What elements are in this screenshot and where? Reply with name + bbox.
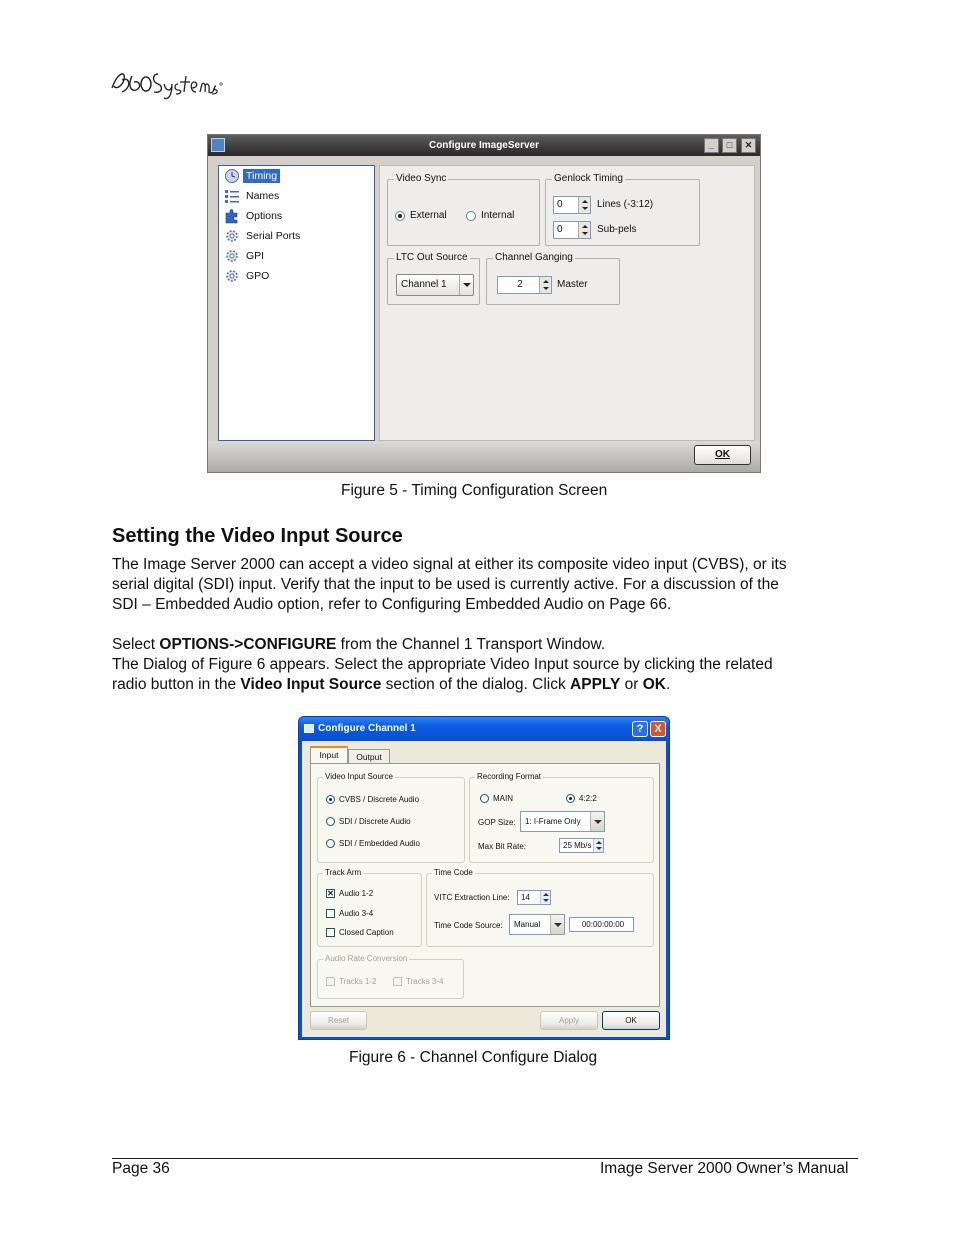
gop-size-dropdown[interactable]: 1: I-Frame Only bbox=[520, 811, 605, 832]
channel-ganging-group bbox=[486, 252, 620, 305]
group-title: LTC Out Source bbox=[396, 252, 468, 263]
internal-radio[interactable] bbox=[466, 211, 476, 221]
group-title: Video Sync bbox=[396, 173, 447, 184]
sdi-embedded-radio[interactable] bbox=[326, 839, 335, 848]
ganging-spinner[interactable]: 2 bbox=[497, 276, 552, 294]
external-radio[interactable] bbox=[395, 211, 405, 221]
closed-caption-checkbox[interactable] bbox=[326, 928, 335, 937]
dialog-body bbox=[302, 741, 666, 1037]
vitc-line-spinner[interactable]: 14 bbox=[517, 890, 551, 905]
dialog-instruction: The Dialog of Figure 6 appears. Select the appropriate Video Input source by clicking the related bbox=[112, 656, 773, 673]
spinner-arrows-icon[interactable] bbox=[578, 197, 590, 213]
window-title-bar[interactable] bbox=[208, 135, 760, 156]
manual-title: Image Server 2000 Owner’s Manual bbox=[600, 1160, 849, 1177]
tree-item-timing[interactable]: Timing bbox=[222, 167, 372, 185]
tracks-3-4-checkbox[interactable] bbox=[393, 977, 402, 986]
window-icon bbox=[304, 724, 314, 733]
reset-button[interactable]: Reset bbox=[310, 1011, 367, 1030]
tree-item-gpi[interactable]: GPI bbox=[222, 247, 372, 265]
tree-item-names[interactable]: Names bbox=[222, 187, 372, 205]
close-icon[interactable]: ✕ bbox=[741, 138, 756, 153]
audio-3-4-label: Audio 3-4 bbox=[339, 909, 374, 918]
track-arm-group bbox=[317, 868, 422, 947]
main-label: MAIN bbox=[493, 794, 513, 803]
cvbs-discrete-label: CVBS / Discrete Audio bbox=[339, 795, 420, 804]
tracks-3-4-label: Tracks 3-4 bbox=[406, 977, 444, 986]
time-code-source-label: Time Code Source: bbox=[434, 921, 503, 930]
ok-button[interactable]: OK bbox=[602, 1011, 660, 1030]
lines-label: Lines (-3:12) bbox=[597, 199, 654, 210]
tree-item-gpo[interactable]: GPO bbox=[222, 267, 372, 285]
gear-icon bbox=[224, 228, 240, 244]
max-bit-rate-spinner[interactable]: 25 Mb/s bbox=[559, 838, 604, 853]
puzzle-icon bbox=[224, 208, 240, 224]
paragraph-line: SDI – Embedded Audio option, refer to Configuring Embedded Audio on Page 66. bbox=[112, 596, 672, 613]
sdi-embedded-label: SDI / Embedded Audio bbox=[339, 839, 420, 848]
help-icon[interactable]: ? bbox=[632, 721, 648, 737]
figure6-caption: Figure 6 - Channel Configure Dialog bbox=[349, 1049, 598, 1066]
group-title: Video Input Source bbox=[325, 772, 393, 781]
apply-button[interactable]: Apply bbox=[540, 1011, 598, 1030]
configure-channel-window bbox=[298, 716, 670, 1040]
radio-instruction: radio button in the Video Input Source section of the dialog. Click APPLY or OK. bbox=[112, 676, 671, 693]
time-code-source-dropdown[interactable]: Manual bbox=[509, 914, 565, 935]
close-icon[interactable]: X bbox=[650, 721, 666, 737]
window-title: Configure ImageServer bbox=[428, 140, 540, 151]
footer-divider bbox=[112, 1158, 858, 1159]
clock-icon bbox=[224, 168, 240, 184]
paragraph-line: serial digital (SDI) input. Verify that the input to be used is currently active. For a discussion of the bbox=[112, 576, 779, 593]
tracks-1-2-label: Tracks 1-2 bbox=[339, 977, 377, 986]
gear-icon bbox=[224, 268, 240, 284]
input-tab-panel bbox=[310, 763, 660, 1007]
chevron-down-icon[interactable] bbox=[590, 812, 604, 831]
ok-button[interactable]: OK bbox=[694, 445, 751, 465]
main-radio[interactable] bbox=[480, 794, 489, 803]
audio-3-4-checkbox[interactable] bbox=[326, 909, 335, 918]
sdi-discrete-label: SDI / Discrete Audio bbox=[339, 817, 411, 826]
group-title: Track Arm bbox=[325, 868, 362, 877]
tab-input[interactable]: Input bbox=[310, 746, 348, 764]
gear-icon bbox=[224, 248, 240, 264]
group-title: Audio Rate Conversion bbox=[325, 954, 408, 963]
page-number: Page 36 bbox=[112, 1160, 170, 1177]
subpels-spinner[interactable]: 0 bbox=[553, 221, 591, 239]
category-tree bbox=[218, 165, 375, 441]
company-logo bbox=[108, 62, 228, 102]
section-heading: Setting the Video Input Source bbox=[112, 525, 403, 547]
video-input-source-group bbox=[317, 772, 465, 863]
genlock-timing-group bbox=[545, 173, 700, 246]
spinner-arrows-icon[interactable] bbox=[539, 277, 551, 293]
paragraph-line: The Image Server 2000 can accept a video signal at either its composite video input (CVBS), or its bbox=[112, 556, 787, 573]
figure5-caption: Figure 5 - Timing Configuration Screen bbox=[341, 482, 608, 499]
max-bit-rate-label: Max Bit Rate: bbox=[478, 842, 527, 851]
ltc-source-dropdown[interactable]: Channel 1 bbox=[396, 274, 474, 296]
spinner-arrows-icon[interactable] bbox=[593, 839, 603, 852]
group-title: Genlock Timing bbox=[554, 173, 623, 184]
chevron-down-icon[interactable] bbox=[550, 915, 564, 934]
logo-graphic bbox=[108, 62, 228, 102]
format-422-label: 4:2:2 bbox=[579, 794, 597, 803]
gop-size-label: GOP Size: bbox=[478, 818, 516, 827]
external-label: External bbox=[410, 210, 447, 221]
tree-item-options[interactable]: Options bbox=[222, 207, 372, 225]
group-title: Time Code bbox=[434, 868, 473, 877]
audio-1-2-checkbox[interactable]: ✕ bbox=[327, 889, 334, 898]
time-code-group bbox=[426, 868, 654, 947]
timing-panel bbox=[379, 165, 755, 441]
tracks-1-2-checkbox[interactable] bbox=[326, 977, 335, 986]
configure-imageserver-window bbox=[207, 134, 761, 473]
video-sync-group bbox=[387, 173, 540, 246]
lines-spinner[interactable]: 0 bbox=[553, 196, 591, 214]
master-label: Master bbox=[557, 279, 588, 290]
spinner-arrows-icon[interactable] bbox=[540, 891, 550, 904]
closed-caption-label: Closed Caption bbox=[339, 928, 394, 937]
minimize-icon[interactable]: _ bbox=[704, 138, 719, 153]
tree-item-serial-ports[interactable]: Serial Ports bbox=[222, 227, 372, 245]
tab-output[interactable]: Output bbox=[348, 749, 390, 765]
window-title: Configure Channel 1 bbox=[318, 723, 416, 734]
vitc-line-label: VITC Extraction Line: bbox=[434, 893, 510, 902]
internal-label: Internal bbox=[481, 210, 515, 221]
sdi-discrete-radio[interactable] bbox=[326, 817, 335, 826]
maximize-icon[interactable]: □ bbox=[722, 138, 737, 153]
list-icon bbox=[224, 188, 240, 204]
ltc-out-source-group bbox=[387, 252, 480, 305]
spinner-arrows-icon[interactable] bbox=[578, 222, 590, 238]
time-code-value-field[interactable]: 00:00:00:00 bbox=[569, 917, 634, 932]
audio-rate-conversion-group bbox=[317, 954, 464, 999]
group-title: Channel Ganging bbox=[495, 252, 573, 263]
group-title: Recording Format bbox=[477, 772, 542, 781]
window-footer bbox=[208, 441, 760, 473]
window-title-bar[interactable] bbox=[299, 717, 669, 741]
cvbs-discrete-radio[interactable] bbox=[326, 795, 335, 804]
app-icon bbox=[211, 138, 225, 152]
audio-1-2-label: Audio 1-2 bbox=[339, 889, 374, 898]
recording-format-group bbox=[469, 772, 654, 863]
subpels-label: Sub-pels bbox=[597, 224, 637, 235]
select-instruction: Select OPTIONS->CONFIGURE from the Channel 1 Transport Window. bbox=[112, 636, 606, 653]
format-422-radio[interactable] bbox=[566, 794, 575, 803]
chevron-down-icon[interactable] bbox=[459, 275, 473, 295]
